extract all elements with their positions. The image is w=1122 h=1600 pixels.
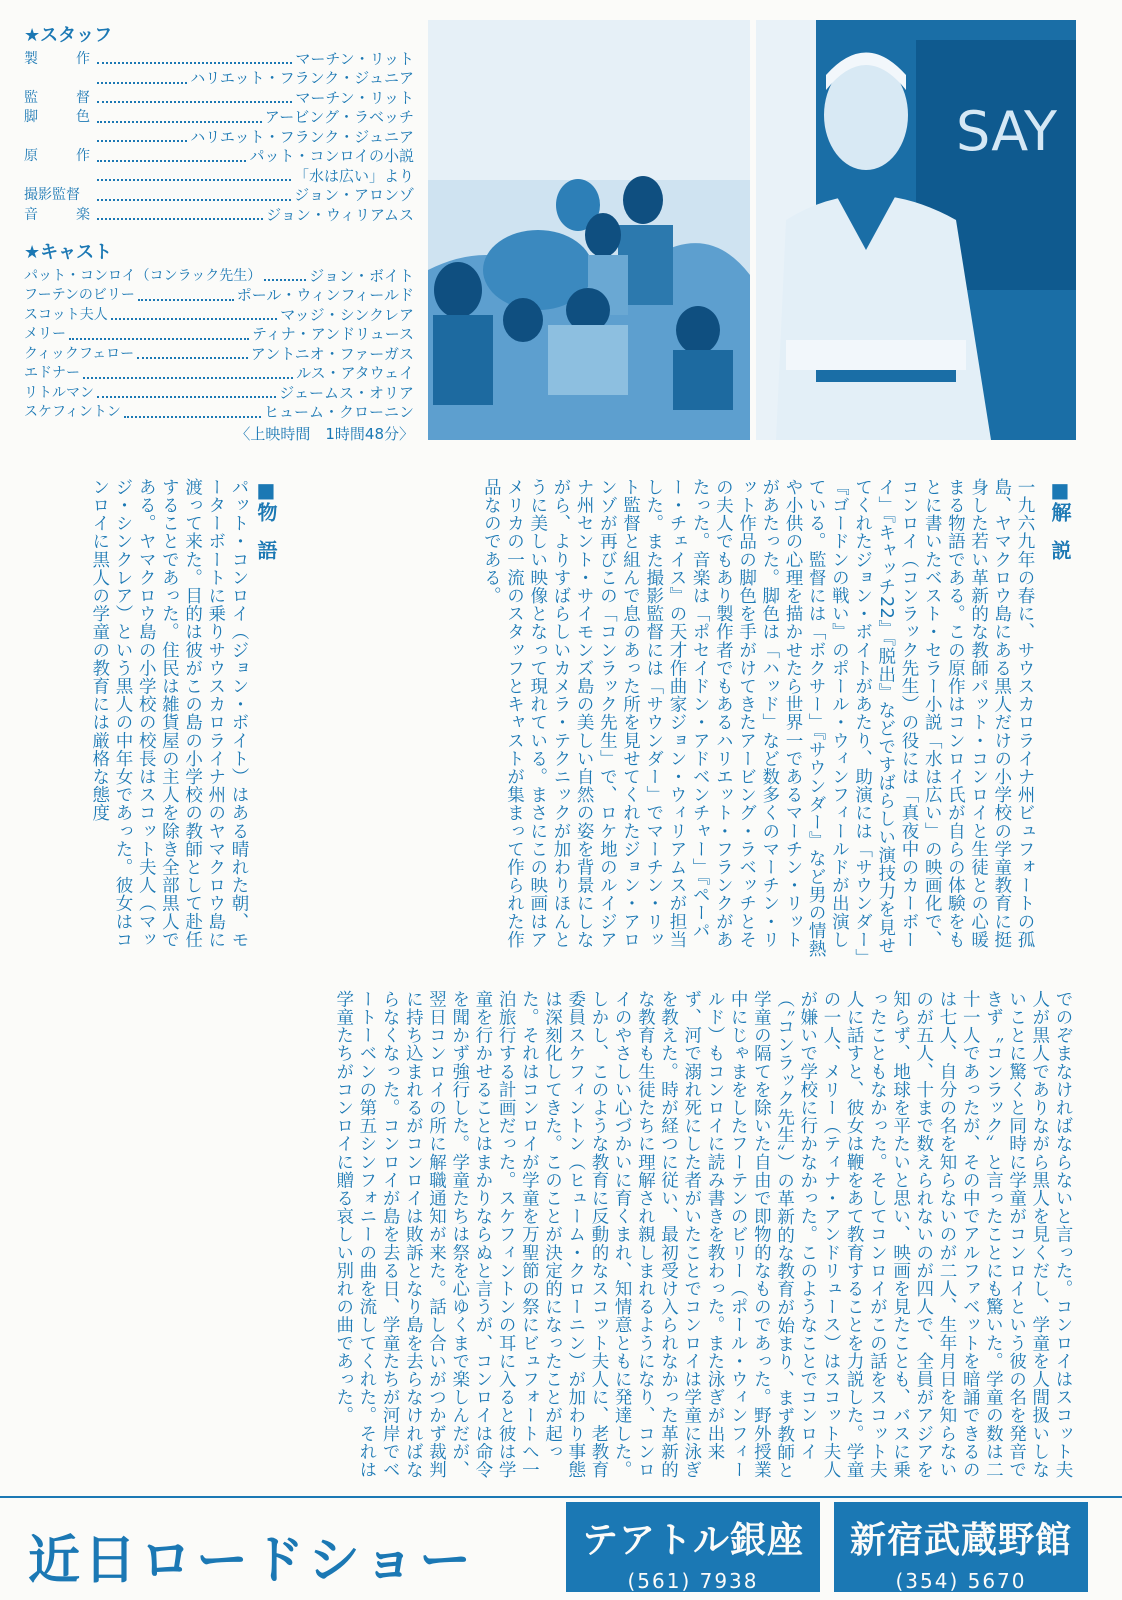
cast-name: ジェームス・オリア: [279, 383, 414, 402]
cast-row: [24, 286, 414, 306]
cast-name: マッジ・シンクレア: [280, 305, 414, 324]
photo-teacher-at-blackboard: [756, 20, 1076, 440]
leader-dots: [124, 416, 261, 418]
leader-dots: [97, 62, 292, 64]
staff-name: ジョン・アロンゾ: [294, 186, 414, 204]
leader-dots: [97, 101, 292, 103]
cast-role: スコット夫人: [24, 306, 108, 323]
photo-children-in-water: [428, 20, 750, 440]
monogatari-text-part-1: パット・コンロイ（ジョン・ボイト）はある晴れた朝、モーターボートに乗りサウスカロライナ州のヤマクロウ島に渡って来た。目的は彼がこの島の小学校の教師として赴任することであった。住民は雑貨屋の主人を除き全部黒人である。ヤマクロウ島の小学校の校長はスコット夫人（マッジ・シンクレア）という黒人の中年女であった。彼女はコンロイに黒人の学童の教育には厳格な態度: [89, 478, 249, 949]
staff-row: [24, 89, 414, 109]
cast-heading: ★キャスト: [24, 242, 113, 263]
banner-divider: [0, 1496, 1122, 1498]
leader-dots: [97, 121, 262, 123]
kaisetsu-text: 一九六九年の春に、サウスカロライナ州ビュフォートの孤島、ヤマクロウ島にある黒人だけの小学校の学童教育に挺身した若い革新的な教師パット・コンロイと生徒との心暖まる物語である。この原作はコンロイ氏が自らの体験をもとに書いたベスト・セラー小説「水は広い」の映画化で、コンロイ（コンラック先生）の役には「真夜中のカーボーイ」『キャッチ22』『脱出』などですばらしい演技力を見せてくれたジョン・ボイトがあたり、助演には「サウンダー」『ゴードンの戦い』のポール・ウィンフィールドが出演している。監督には「ボクサー」『サウンダー』など男の情熱や小供の心理を描かせたら世界一であるマーチン・リットがあたった。脚色は「ハッド」など数多くのマーチン・リット作品の脚色を手がけてきたアービング・ラベッチとその夫人でもあり製作者でもあるハリエット・フランクがあたった。音楽は「ポセイドン・アドベンチャー」『ペーパー・チェイス』の天才作曲家ジョン・ウィリアムスが担当した。また撮影監督には「サウンダー」でマーチン・リット監督と組んで息のあった所を見せてくれたジョン・アロンゾが再びこの「コンラック先生」で、ロケ地のルイジアナ州セント・サイモンズ島の美しい自然の姿を背景にしながら、よりすばらしいカメラ・テクニックが加わりほんとうに美しい映像となって現れている。まさにこの映画はアメリカの一流のスタッフとキャストが集まって作られた作品なのである。: [481, 478, 1035, 958]
photo-teacher-image: [756, 20, 1076, 440]
theater-phone: (561) 7938: [627, 1569, 759, 1593]
leader-dots: [97, 199, 291, 201]
staff-row: [24, 206, 414, 226]
cast-name: ヒューム・クローニン: [263, 403, 414, 421]
staff-name: パット・コンロイの小説: [249, 147, 414, 165]
staff-list: [24, 50, 414, 226]
staff-name: ジョン・ウィリアムス: [266, 205, 414, 224]
staff-heading: ★スタッフ: [24, 25, 113, 46]
theater-name: テアトル銀座: [581, 1520, 804, 1561]
cast-name: ルス・アタウェイ: [296, 364, 414, 382]
cast-row: [24, 267, 414, 287]
leader-dots: [97, 140, 187, 142]
staff-role: 脚 色: [24, 109, 102, 125]
staff-name: マーチン・リット: [295, 49, 414, 68]
theater-name: 新宿武蔵野館: [849, 1520, 1072, 1561]
blackboard-text: SAY: [956, 100, 1058, 163]
cast-row: [24, 384, 414, 404]
leader-dots: [97, 218, 263, 220]
staff-role: 製 作: [24, 50, 102, 67]
cast-role: フーテンのビリー: [24, 287, 135, 303]
staff-name: アービング・ラベッチ: [264, 108, 414, 126]
leader-dots: [137, 357, 248, 359]
cast-role: パット・コンロイ（コンラック先生）: [24, 267, 262, 284]
staff-role: 撮影監督: [24, 187, 80, 203]
theater-phone: (354) 5670: [895, 1569, 1027, 1593]
staff-row: [24, 50, 414, 70]
monogatari-text-part-2: でのぞまなければならないと言った。コンロイはスコット夫人が黒人でありながら黒人を見くだし、学童を人間扱いしないことに驚くと同時に学童がコンロイという彼の名を発音できず〝コンラック〟と言ったことにも驚いた。学童の数は二十一人であったが、その中でアルファベットを暗誦できるのは七人、自分の名を知らないのが二人、生年月日を知らないのが五人、十まで数えられないのが四人で、全員がアジアを知らず、地球を平たいと思い、映画を見たことも、バスに乗ったこともなかった。そしてコンロイがこの話をスコット夫人に話すと、彼女は鞭をあて教育することを力説した。学童の一人、メリー（ティナ・アンドリュース）はスコット夫人が嫌いで学校に行かなかった。このようなことでコンロイ（〝コンラック先生〟）の革新的な教育が始まり、まず教師と学童の隔てを除いた自由で即物的なものであった。野外授業中にじゃまをしたフーテンのビリー（ポール・ウィンフィールド）もコンロイに読み書きを教わった。また泳ぎが出来ず、河で溺れ死にした者がいたことでコンロイは学童に泳ぎを教えた。時が経つに従い、最初受け入られなかった革新的な教育も生徒たちに理解され親しまれるようになり、コンロイのやさしい心づかいに育くまれ、知情意ともに発達した。しかし、このような教育に反動的なスコット夫人に、老教育委員スケフィントン（ヒューム・クローニン）が加わり事態は深刻化してきた。このことが決定的になったことが起った。それはコンロイが学童を万聖節の祭にビュフォートへ一泊旅行する計画だった。スケフィントンの耳に入ると彼は学童を行かせることはまかりならぬと言うが、コンロイは命令を聞かず強行した。学童たちは祭を心ゆくまで楽しんだが、翌日コンロイの所に解職通知が来た。話し合いがつかず裁判に持ち込まれるがコンロイは敗訴となり島を去らなければならなくなった。コンロイが島を去る日、学童たちが河岸でベートーベンの第五シンフォニーの曲を流してくれた。それは学童たちがコンロイに贈る哀しい別れの曲であった。: [333, 990, 1073, 1480]
cast-role: クィックフェロー: [24, 345, 135, 362]
staff-row: [24, 147, 414, 167]
cast-name: ポール・ウィンフィールド: [236, 286, 414, 304]
leader-dots: [97, 396, 276, 398]
cast-list: [24, 267, 414, 423]
cast-role: エドナー: [24, 365, 80, 381]
staff-row: [24, 69, 414, 89]
staff-role: 監 督: [24, 89, 102, 106]
leader-dots: [97, 179, 291, 181]
leader-dots: [111, 318, 278, 320]
staff-row: [24, 167, 414, 187]
cast-role: リトルマン: [24, 384, 94, 401]
cast-row: [24, 364, 414, 384]
leader-dots: [69, 338, 249, 340]
theater-box-musashino: [834, 1502, 1088, 1592]
staff-role: 原 作: [24, 148, 102, 164]
runtime-note: 〈上映時間 1時間48分〉: [235, 424, 414, 443]
staff-row: [24, 128, 414, 148]
cast-name: ティナ・アンドリュース: [251, 325, 414, 343]
cast-role: スケフィントン: [24, 404, 121, 420]
cast-row: [24, 306, 414, 326]
cast-name: アントニオ・ファーガス: [250, 344, 414, 363]
staff-name: マーチン・リット: [295, 88, 414, 107]
credits-block: [24, 26, 414, 444]
staff-row: [24, 108, 414, 128]
cast-row: [24, 403, 414, 423]
staff-name: ハリエット・フランク・ジュニア: [190, 69, 414, 87]
monogatari-heading: ■物語: [254, 478, 278, 578]
staff-name: ハリエット・フランク・ジュニア: [190, 127, 414, 146]
leader-dots: [264, 279, 306, 281]
leader-dots: [83, 377, 293, 379]
heading-square-icon: ■: [1048, 478, 1072, 502]
leader-dots: [138, 299, 234, 301]
theater-box-ginza: [566, 1502, 820, 1592]
heading-square-icon: ■: [254, 478, 278, 502]
cast-row: [24, 345, 414, 365]
staff-row: [24, 186, 414, 206]
kaisetsu-heading: ■解説: [1048, 478, 1072, 578]
cast-row: [24, 325, 414, 345]
photo-children-in-water-image: [428, 20, 750, 440]
leader-dots: [97, 160, 246, 162]
cast-role: メリー: [24, 326, 66, 342]
cast-name: ジョン・ボイト: [309, 266, 414, 285]
staff-role: 音 楽: [24, 206, 102, 223]
leader-dots: [97, 82, 187, 84]
banner-title: 近日ロードショー: [28, 1531, 475, 1591]
staff-name: 「水は広い」より: [293, 166, 414, 185]
